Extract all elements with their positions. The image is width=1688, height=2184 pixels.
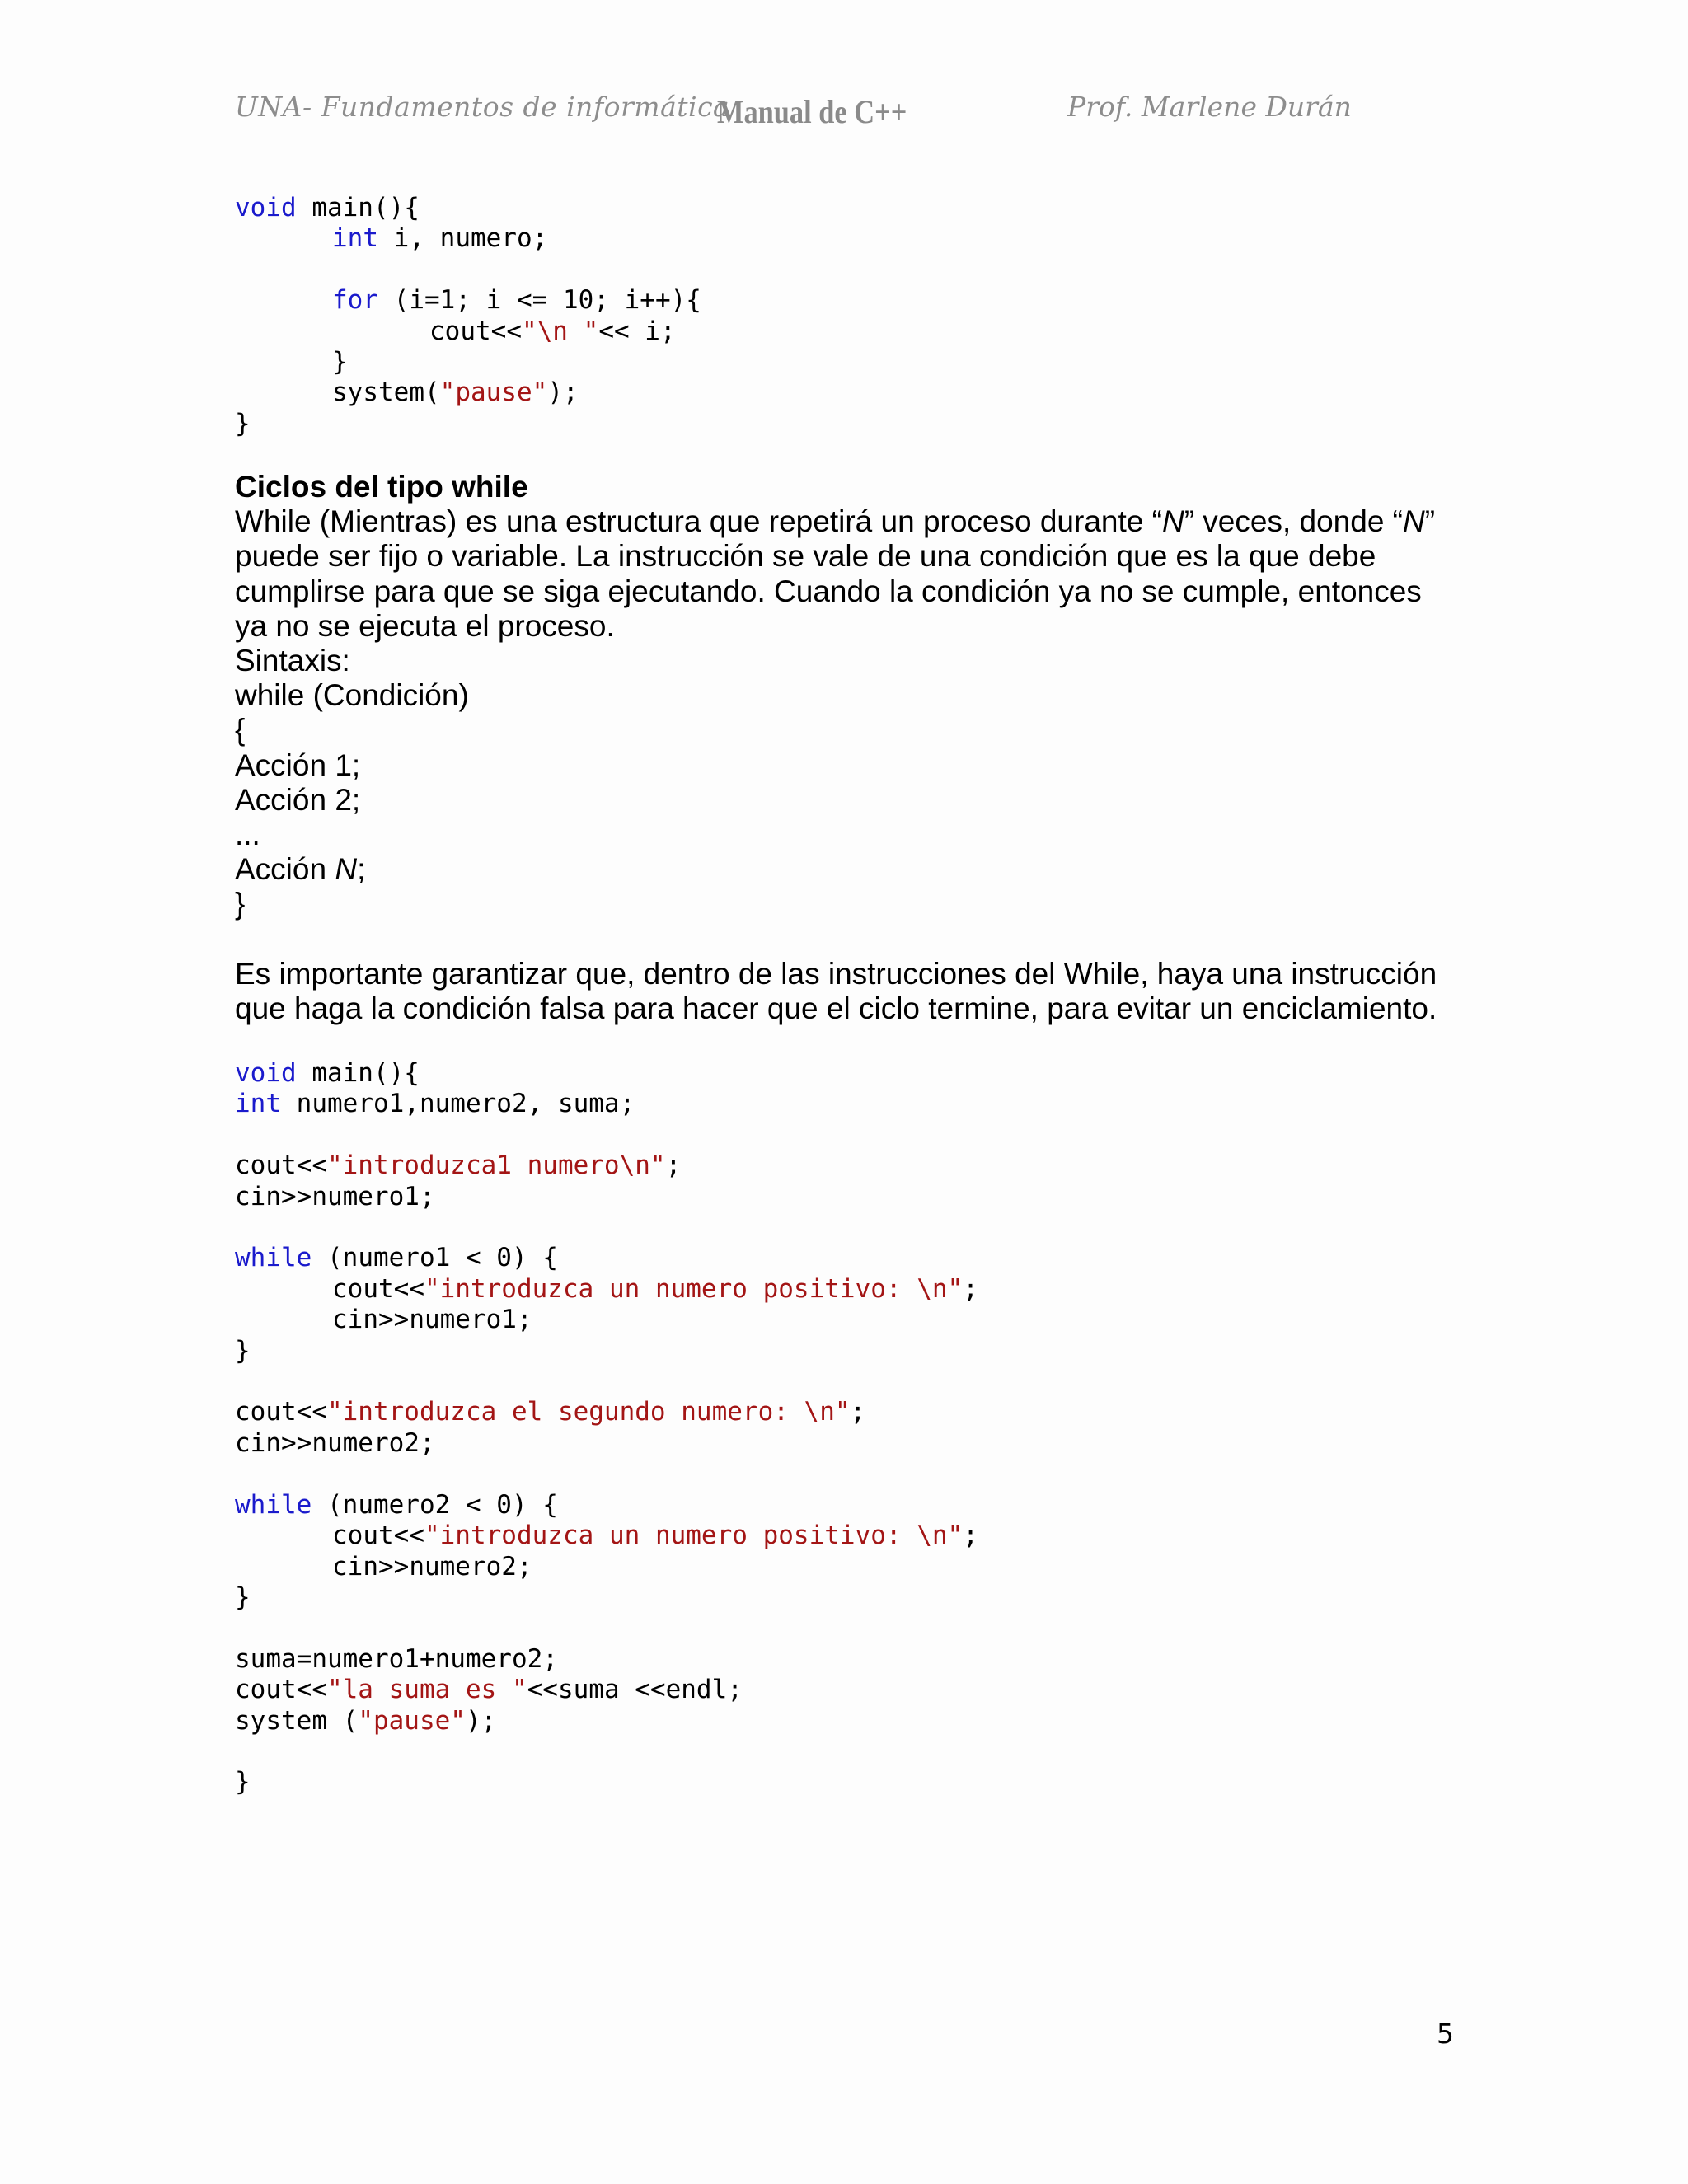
while-note: Es importante garantizar que, dentro de las instrucciones del While, haya una instrucción que haga la condición falsa para hacer que el ciclo termine, para evitar un enciclamiento.: [235, 956, 1437, 1025]
code-line: [235, 1212, 978, 1243]
header-course: UNA- Fundamentos de informática: [235, 91, 730, 123]
code-line: void main(){: [235, 193, 420, 223]
syntax-label: Sintaxis:: [235, 644, 350, 678]
code-line: system("pause");: [332, 377, 579, 408]
code-line: cin>>numero2;: [235, 1427, 435, 1458]
code-line: }: [332, 347, 348, 377]
code-line: cout<<"la suma es "<<suma <<endl;: [235, 1675, 743, 1705]
code-line: cout<<"introduzca el segundo numero: \n";: [235, 1397, 866, 1427]
page-number: 5: [1437, 2018, 1454, 2050]
while-section: [235, 470, 1455, 1026]
code-line: while (numero2 < 0) {: [235, 1489, 558, 1520]
code-line: [235, 255, 701, 285]
code-line: }: [235, 1582, 251, 1612]
code-line: for (i=1; i <= 10; i++){: [332, 285, 701, 316]
section-heading: Ciclos del tipo while: [235, 470, 528, 504]
syntax-while: while (Condición): [235, 678, 469, 713]
code-line: cout<<"introduzca un numero positivo: \n";: [332, 1273, 978, 1304]
code-line: cout<<"introduzca un numero positivo: \n";: [332, 1521, 978, 1551]
while-description: While (Mientras) es una estructura que repetirá un proceso durante “N” veces, donde “N” puede ser fijo o variable. La instrucción se vale de una condición que es la que debe cumplirse para que se siga ejecutando. Cuando la condición ya no se cumple, entonces ya no se ejecuta el proceso.: [235, 504, 1436, 643]
syntax-open-brace: {: [235, 713, 246, 748]
code-line: [235, 1736, 978, 1767]
code-line: system ("pause");: [235, 1705, 497, 1736]
code-line: int numero1,numero2, suma;: [235, 1089, 635, 1119]
syntax-action-1: Acción 1;: [235, 748, 361, 782]
code-line: void main(){: [235, 1058, 420, 1088]
code-line: cin>>numero1;: [235, 1181, 435, 1212]
code-line: [235, 1459, 978, 1489]
code-line: [235, 1120, 978, 1151]
code-line: cout<<"\n "<< i;: [429, 316, 676, 346]
code-line: int i, numero;: [332, 223, 548, 254]
code-line: [235, 1366, 978, 1397]
code-line: }: [235, 408, 251, 438]
header-author: Prof. Marlene Durán: [1067, 91, 1352, 123]
header-title: Manual de C++: [717, 93, 907, 130]
code-line: cout<<"introduzca1 numero\n";: [235, 1151, 682, 1181]
code-line: }: [235, 1767, 251, 1797]
syntax-action-n: Acción N;: [235, 852, 366, 887]
code-line: cin>>numero1;: [332, 1305, 532, 1335]
code-line: while (numero1 < 0) {: [235, 1243, 558, 1273]
code-block-while-sum: [235, 1058, 978, 1798]
syntax-ellipsis: ...: [235, 818, 260, 852]
code-block-for-loop: [235, 193, 701, 439]
code-line: [235, 1613, 978, 1643]
code-line: }: [235, 1335, 251, 1366]
syntax-close-brace: }: [235, 887, 246, 921]
code-line: suma=numero1+numero2;: [235, 1643, 558, 1674]
syntax-action-2: Acción 2;: [235, 782, 361, 817]
code-line: cin>>numero2;: [332, 1551, 532, 1582]
